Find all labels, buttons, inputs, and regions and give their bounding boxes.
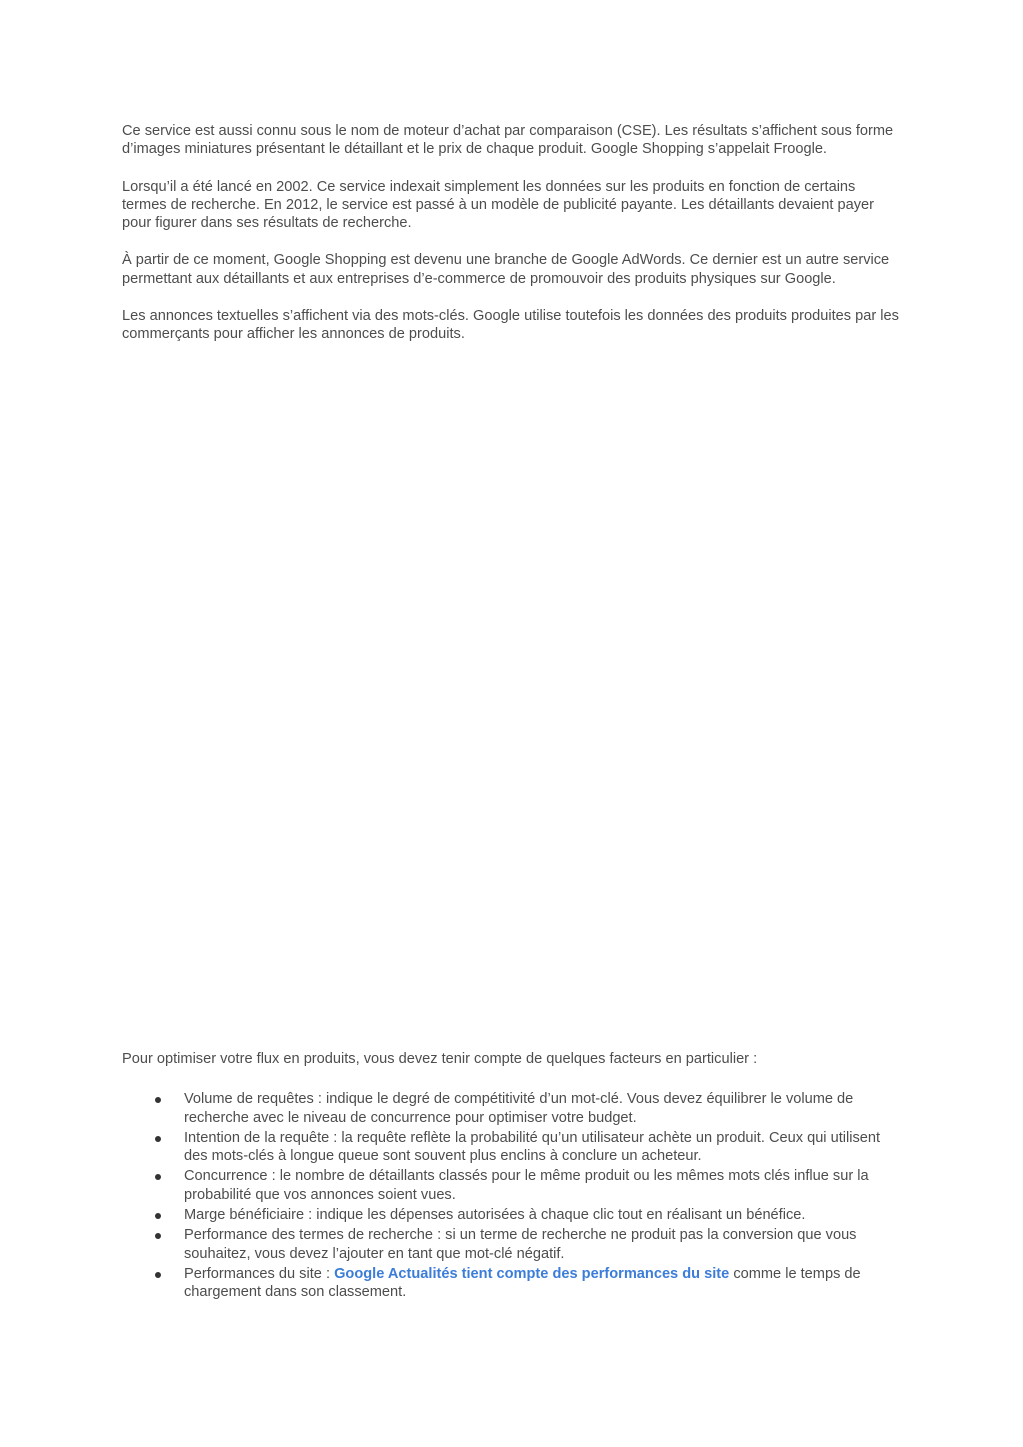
bullet-icon [155, 1233, 161, 1239]
paragraph-launch: Lorsqu’il a été lancé en 2002. Ce service indexait simplement les données sur les produits en fonction de certains termes de recherche. En 2012, le service est passé à un modèle de publicité payante. Les détaillants devaient payer pour figurer dans ses résultats de recherche. [122, 178, 875, 232]
list-item-text: Volume de requêtes : indique le degré de compétitivité d’un mot-clé. Vous devez équilibrer le volume de recherche avec le niveau de concurrence pour optimiser votre budget. [184, 1091, 854, 1126]
list-item [122, 1129, 902, 1166]
factor-list [122, 1090, 902, 1301]
bullet-icon [155, 1174, 161, 1180]
top-text-block [122, 122, 902, 363]
list-item-suffix: comme le temps de chargement dans son classement. [184, 1265, 861, 1301]
list-item [122, 1226, 902, 1263]
bullet-icon [155, 1272, 161, 1278]
bullet-icon [155, 1213, 161, 1219]
list-item [122, 1167, 902, 1204]
list-item [122, 1206, 902, 1224]
list-item [122, 1265, 902, 1302]
paragraph-text-ads: Les annonces textuelles s’affichent via des mots-clés. Google utilise toutefois les données des produits produites par les commerçants pour afficher les annonces de produits. [122, 308, 899, 343]
list-item [122, 1090, 902, 1127]
bottom-text-block [122, 1050, 902, 1304]
list-item-text: Intention de la requête : la requête reflète la probabilité qu’un utilisateur achète un produit. Ceux qui utilisent des mots-clés à longue queue sont souvent plus enclins à conclure un acheteur. [184, 1129, 881, 1165]
list-item-text: Marge bénéficiaire : indique les dépenses autorisées à chaque clic tout en réalisant un bénéfice. [184, 1207, 806, 1224]
bullet-icon [155, 1097, 161, 1103]
list-item-text: Performance des termes de recherche : si un terme de recherche ne produit pas la conversion que vous souhaitez, vous devez l’ajouter en tant que mot-clé négatif. [184, 1227, 857, 1262]
list-intro: Pour optimiser votre flux en produits, vous devez tenir compte de quelques facteurs en particulier : [122, 1051, 758, 1067]
paragraph-cse: Ce service est aussi connu sous le nom de moteur d’achat par comparaison (CSE). Les résultats s’affichent sous forme d’images miniatures présentant le détaillant et le prix de chaque produit. Google Shopping s’appelait Froogle. [122, 123, 894, 158]
list-item-text: Concurrence : le nombre de détaillants classés pour le même produit ou les mêmes mots clés influe sur la probabilité que vos annonces soient vues. [184, 1168, 869, 1203]
bullet-icon [155, 1136, 161, 1142]
list-item-prefix: Performances du site : [184, 1265, 335, 1282]
paragraph-adwords: À partir de ce moment, Google Shopping est devenu une branche de Google AdWords. Ce dernier est un autre service permettant aux détaillants et aux entreprises d’e-commerce de promouvoir des produits physiques sur Google. [122, 252, 890, 287]
site-performance-link[interactable]: Google Actualités tient compte des performances du site [334, 1265, 730, 1282]
